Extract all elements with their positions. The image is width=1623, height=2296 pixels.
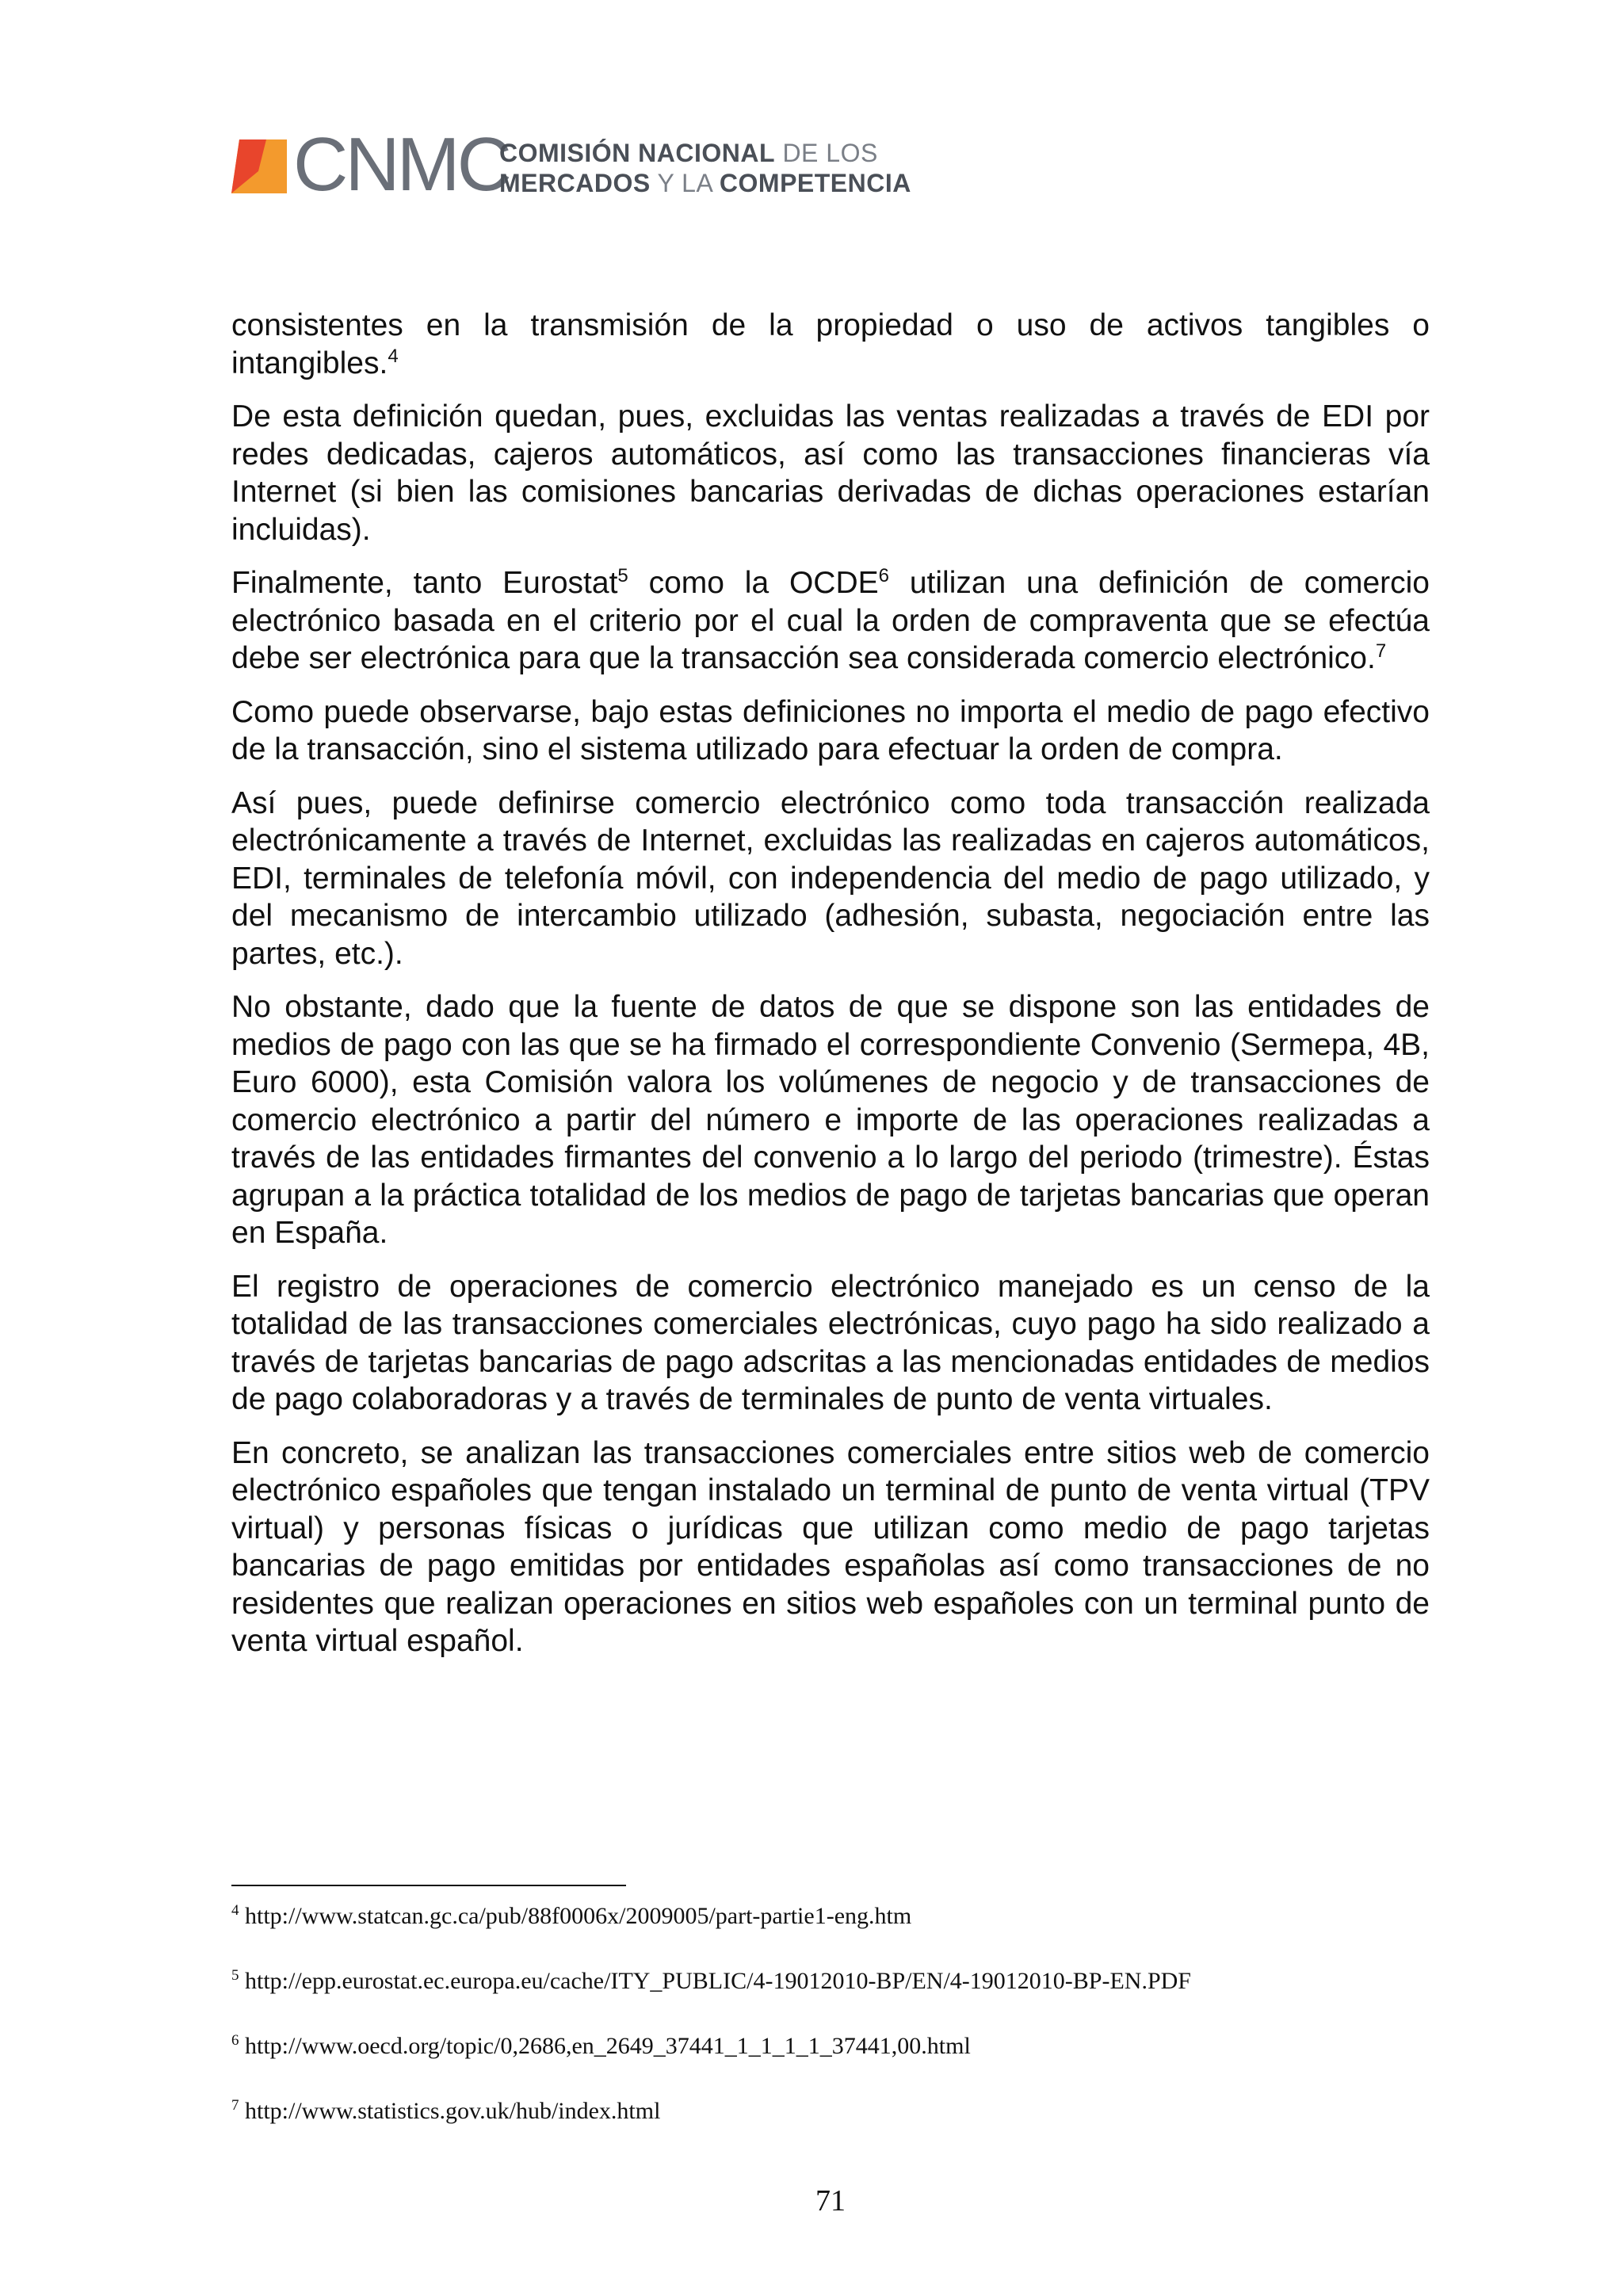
organization-name: COMISIÓN NACIONAL DE LOS MERCADOS Y LA COMPETENCIA (499, 139, 911, 197)
page-number: 71 (815, 2184, 846, 2218)
paragraph: Así pues, puede definirse comercio electrónico como toda transacción realizada electrónicamente a través de Internet, excluidas las realizadas en cajeros automáticos, EDI, terminales de telefonía móvil, con independencia del medio de pago utilizado, y del mecanismo de intercambio utilizado (adhesión, subasta, negociación entre las partes, etc.). (231, 785, 1430, 971)
cnmc-logo-icon (231, 139, 287, 193)
paragraph: De esta definición quedan, pues, excluidas las ventas realizadas a través de EDI por redes dedicadas, cajeros automáticos, así como las transacciones financieras vía Internet (si bien las comisiones bancarias derivadas de dichas operaciones estarían incluidas). (231, 399, 1430, 547)
footnote-link[interactable]: http://www.oecd.org/topic/0,2686,en_2649_37441_1_1_1_1_37441,00.html (245, 2033, 971, 2059)
footnotes (231, 1901, 1430, 2160)
footnote-ref[interactable]: 4 (388, 345, 399, 367)
footnote-ref[interactable]: 5 (617, 565, 628, 586)
body-text (231, 307, 1430, 1676)
paragraph: No obstante, dado que la fuente de datos de que se dispone son las entidades de medios de pago con las que se ha firmado el correspondiente Convenio (Sermepa, 4B, Euro 6000), esta Comisión valora los volúmenes de negocio y de transacciones de comercio electrónico a partir del número e importe de las operaciones realizadas a través de las entidades firmantes del convenio a lo largo del periodo (trimestre). Éstas agrupan a la práctica totalidad de los medios de pago de tarjetas bancarias que operan en España. (231, 990, 1430, 1250)
footnote-ref[interactable]: 7 (1375, 640, 1387, 662)
footnote-separator (231, 1885, 626, 1886)
paragraph: Finalmente, tanto Eurostat$^5$ como la OCDE$^6$ utilizan una definición de comercio electrónico basada en el criterio por el cual la orden de compraventa que se efectúa debe ser electrónica para que la transacción sea considerada comercio electrónico.$^7$ (231, 565, 1430, 675)
footnote: $^6$ http://www.oecd.org/topic/0,2686,en_2649_37441_1_1_1_1_37441,00.html (231, 2032, 971, 2059)
paragraph: Como puede observarse, bajo estas definiciones no importa el medio de pago efectivo de la transacción, sino el sistema utilizado para efectuar la orden de compra. (231, 694, 1430, 766)
footnote: $^4$ http://www.statcan.gc.ca/pub/88f0006x/2009005/part-partie1-eng.htm (231, 1902, 912, 1929)
footnote-link[interactable]: http://epp.eurostat.ec.europa.eu/cache/ITY_PUBLIC/4-19012010-BP/EN/4-19012010-BP-EN.PDF (245, 1968, 1191, 1994)
paragraph: consistentes en la transmisión de la propiedad o uso de activos tangibles o intangibles.$^4$ (231, 308, 1430, 380)
footnote: $^7$ http://www.statistics.gov.uk/hub/index.html (231, 2097, 661, 2124)
footnote: $^5$ http://epp.eurostat.ec.europa.eu/cache/ITY_PUBLIC/4-19012010-BP/EN/4-19012010-BP-EN.PDF (231, 1967, 1191, 1994)
logo-wordmark: CNMC (293, 122, 509, 207)
header-logo (231, 122, 911, 207)
paragraph: El registro de operaciones de comercio electrónico manejado es un censo de la totalidad de las transacciones comerciales electrónicas, cuyo pago ha sido realizado a través de tarjetas bancarias de pago adscritas a las mencionadas entidades de medios de pago colaboradoras y a través de terminales de punto de venta virtuales. (231, 1269, 1430, 1416)
footnote-link[interactable]: http://www.statcan.gc.ca/pub/88f0006x/2009005/part-partie1-eng.htm (245, 1903, 912, 1929)
paragraph: En concreto, se analizan las transacciones comerciales entre sitios web de comercio electrónico españoles que tengan instalado un terminal de punto de venta virtual (TPV virtual) y personas físicas o jurídicas que utilizan como medio de pago tarjetas bancarias de pago emitidas por entidades españolas así como transacciones de no residentes que realizan operaciones en sitios web españoles con un terminal punto de venta virtual español. (231, 1435, 1430, 1658)
footnote-ref[interactable]: 6 (878, 565, 890, 586)
footnote-link[interactable]: http://www.statistics.gov.uk/hub/index.html (245, 2098, 661, 2124)
